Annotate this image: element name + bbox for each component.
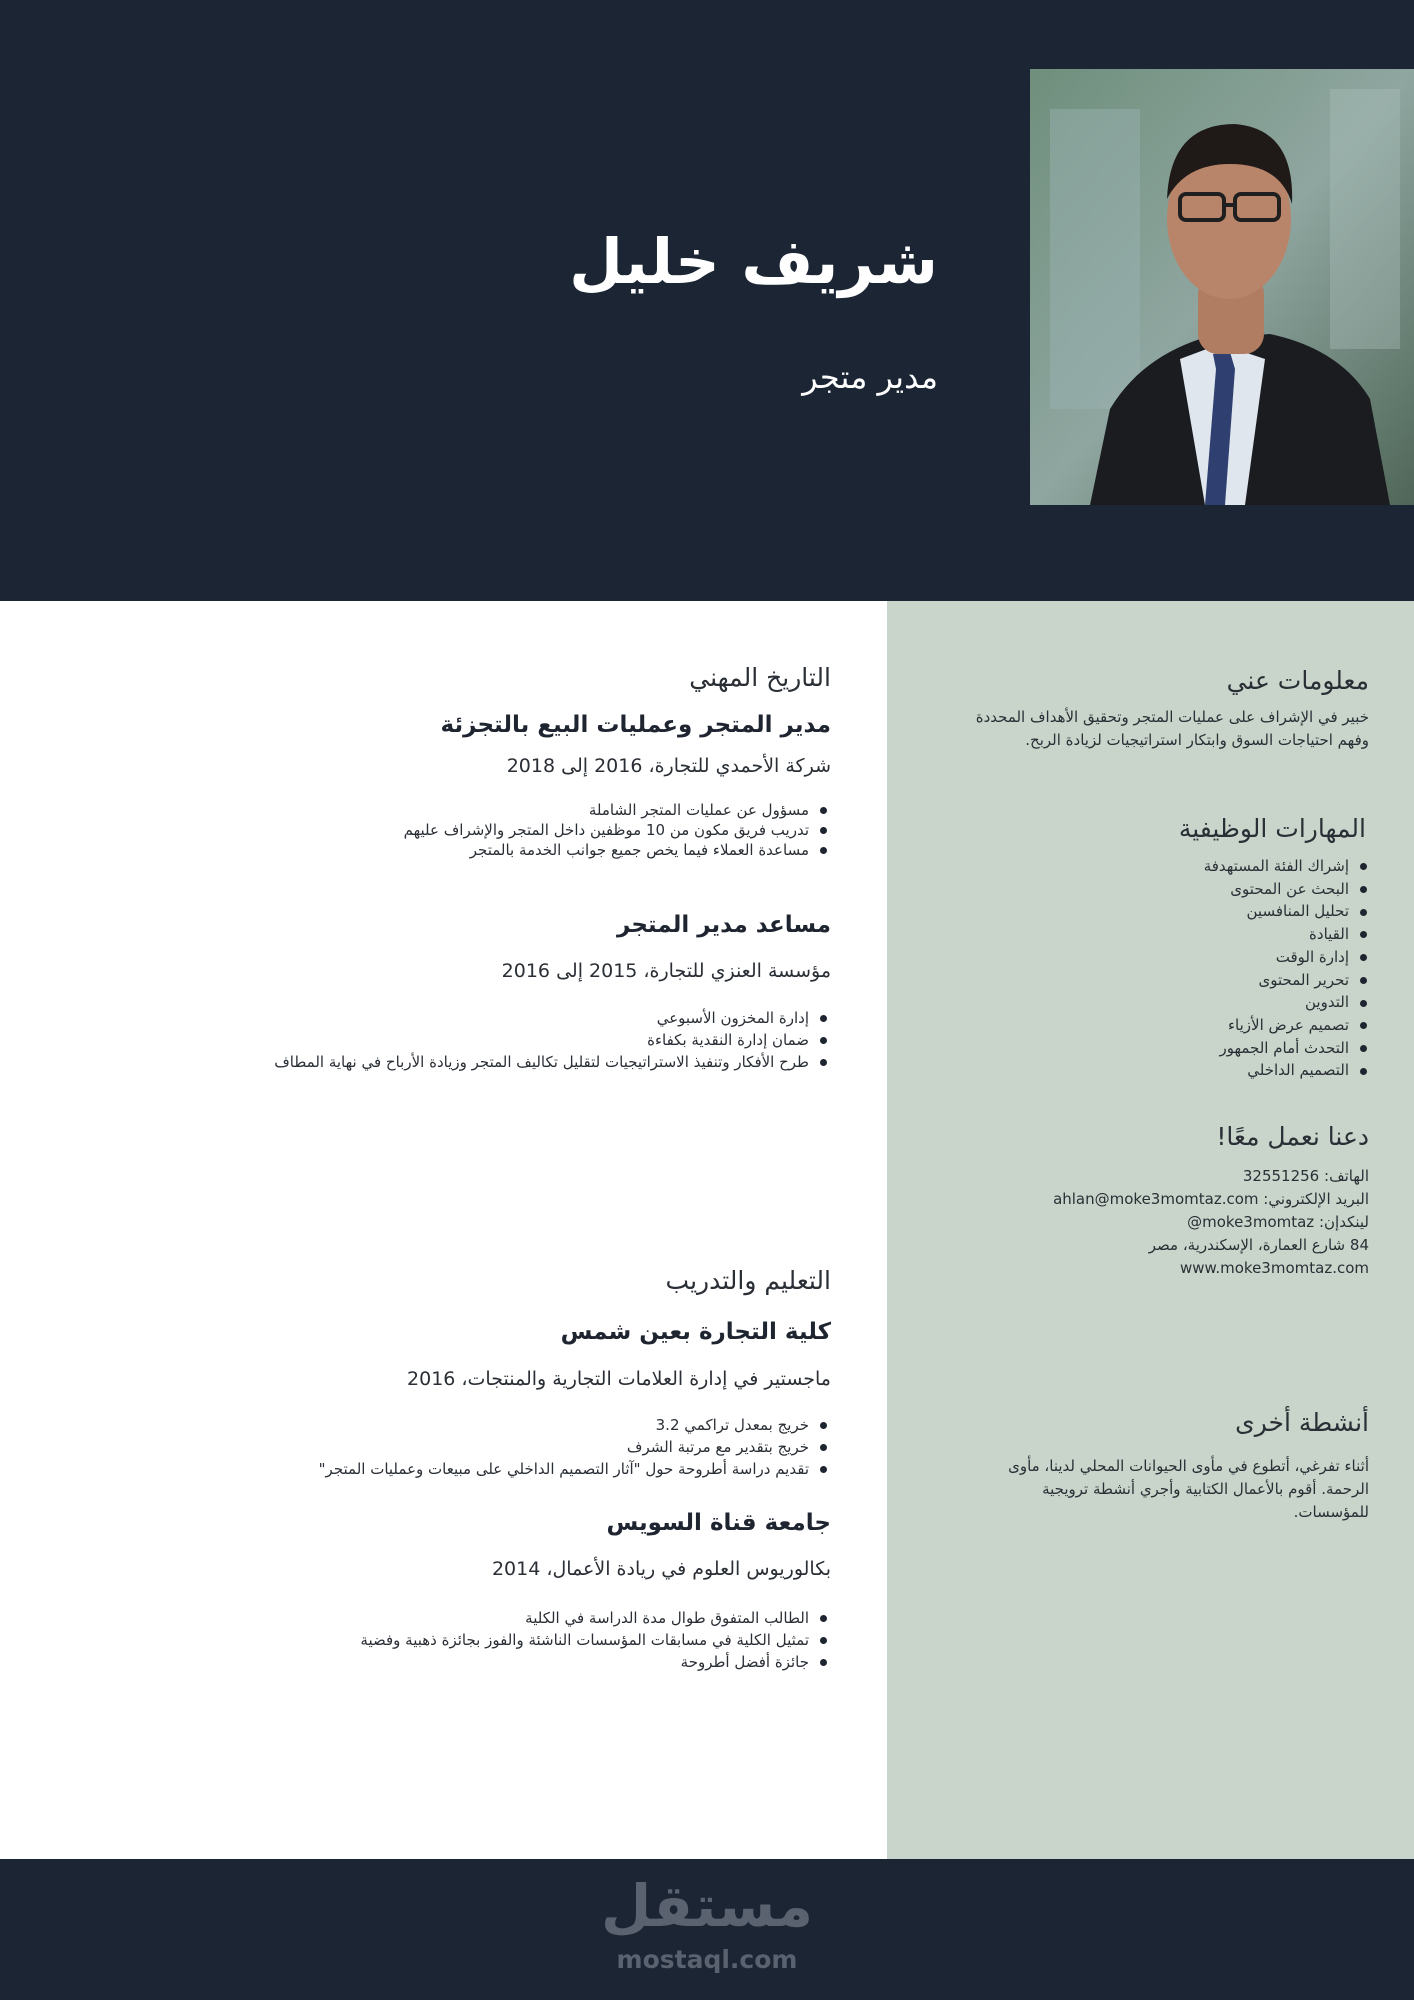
skill-item: البحث عن المحتوى bbox=[1204, 878, 1369, 901]
list-item: خريج بتقدير مع مرتبة الشرف bbox=[319, 1436, 829, 1458]
phone-value: 32551256 bbox=[1242, 1167, 1320, 1185]
school-degree: بكالوريوس العلوم في ريادة الأعمال، 2014 bbox=[491, 1558, 831, 1580]
skill-item: إدارة الوقت bbox=[1204, 946, 1369, 969]
skill-item: القيادة bbox=[1204, 923, 1369, 946]
list-item: تمثيل الكلية في مسابقات المؤسسات الناشئة والفوز بجائزة ذهبية وفضية bbox=[360, 1629, 829, 1651]
list-item: مساعدة العملاء فيما يخص جميع جوانب الخدمة بالمتجر bbox=[404, 840, 829, 860]
list-item: خريج بمعدل تراكمي 3.2 bbox=[319, 1414, 829, 1436]
school-name: جامعة قناة السويس bbox=[606, 1510, 831, 1536]
skill-item: تصميم عرض الأزياء bbox=[1204, 1014, 1369, 1037]
skills-heading: المهارات الوظيفية bbox=[1178, 814, 1366, 843]
list-item: مسؤول عن عمليات المتجر الشاملة bbox=[404, 800, 829, 820]
skill-item: تحليل المنافسين bbox=[1204, 900, 1369, 923]
skills-list bbox=[1204, 855, 1369, 1082]
list-item: جائزة أفضل أطروحة bbox=[360, 1651, 829, 1673]
job-title: مساعد مدير المتجر bbox=[617, 912, 831, 938]
skill-item: إشراك الفئة المستهدفة bbox=[1204, 855, 1369, 878]
linkedin-label: لينكدإن: bbox=[1318, 1213, 1369, 1231]
list-item: إدارة المخزون الأسبوعي bbox=[274, 1007, 829, 1029]
school-name: كلية التجارة بعين شمس bbox=[560, 1319, 831, 1345]
job-duties-list bbox=[404, 800, 829, 860]
list-item: تدريب فريق مكون من 10 موظفين داخل المتجر والإشراف عليهم bbox=[404, 820, 829, 840]
other-activities-heading: أنشطة أخرى bbox=[1235, 1408, 1369, 1437]
phone-label: الهاتف: bbox=[1324, 1167, 1369, 1185]
about-line: خبير في الإشراف على عمليات المتجر وتحقيق الأهداف المحددة bbox=[975, 708, 1369, 726]
school-achievements-list bbox=[360, 1607, 829, 1673]
mostaql-logo-arabic: مستقل bbox=[600, 1872, 814, 1940]
list-item: تقديم دراسة أطروحة حول "آثار التصميم الداخلي على مبيعات وعمليات المتجر" bbox=[319, 1458, 829, 1480]
linkedin-line bbox=[1053, 1211, 1369, 1234]
profile-photo bbox=[1030, 69, 1414, 505]
phone-line bbox=[1053, 1165, 1369, 1188]
email-label: البريد الإلكتروني: bbox=[1263, 1190, 1369, 1208]
skill-item: التدوين bbox=[1204, 991, 1369, 1014]
list-item: الطالب المتفوق طوال مدة الدراسة في الكلية bbox=[360, 1607, 829, 1629]
experience-heading: التاريخ المهني bbox=[689, 663, 831, 692]
skill-item: التصميم الداخلي bbox=[1204, 1059, 1369, 1082]
skill-item: تحرير المحتوى bbox=[1204, 969, 1369, 992]
mostaql-logo-url: mostaql.com bbox=[616, 1945, 798, 1974]
person-name: شريف خليل bbox=[569, 225, 938, 298]
job-title: مدير المتجر وعمليات البيع بالتجزئة bbox=[440, 712, 831, 738]
email-line bbox=[1053, 1188, 1369, 1211]
about-line: وفهم احتياجات السوق وابتكار استراتيجيات لزيادة الربح. bbox=[1025, 731, 1369, 749]
contact-details bbox=[1053, 1165, 1369, 1280]
activities-line: للمؤسسات. bbox=[1293, 1503, 1369, 1521]
school-degree: ماجستير في إدارة العلامات التجارية والمنتجات، 2016 bbox=[407, 1368, 831, 1390]
about-heading: معلومات عني bbox=[1226, 666, 1369, 695]
job-duties-list bbox=[274, 1007, 829, 1073]
school-achievements-list bbox=[319, 1414, 829, 1480]
email-link[interactable]: ahlan@moke3momtaz.com bbox=[1053, 1190, 1259, 1208]
activities-line: الرحمة. أقوم بالأعمال الكتابية وأجري أنشطة ترويجية bbox=[1042, 1480, 1369, 1498]
job-company: شركة الأحمدي للتجارة، 2016 إلى 2018 bbox=[506, 755, 831, 777]
list-item: طرح الأفكار وتنفيذ الاستراتيجيات لتقليل تكاليف المتجر وزيادة الأرباح في نهاية المطاف bbox=[274, 1051, 829, 1073]
profile-photo-image bbox=[1030, 69, 1414, 505]
list-item: ضمان إدارة النقدية بكفاءة bbox=[274, 1029, 829, 1051]
person-job-title: مدير متجر bbox=[802, 358, 938, 396]
about-text bbox=[976, 706, 1369, 752]
skill-item: التحدث أمام الجمهور bbox=[1204, 1037, 1369, 1060]
contact-heading: دعنا نعمل معًا! bbox=[1216, 1122, 1369, 1151]
linkedin-link[interactable]: @moke3momtaz bbox=[1187, 1213, 1315, 1231]
job-company: مؤسسة العنزي للتجارة، 2015 إلى 2016 bbox=[501, 960, 831, 982]
website-link[interactable]: www.moke3momtaz.com bbox=[1179, 1259, 1369, 1277]
other-activities-text bbox=[1008, 1455, 1369, 1524]
education-heading: التعليم والتدريب bbox=[665, 1266, 831, 1295]
activities-line: أثناء تفرغي، أتطوع في مأوى الحيوانات المحلي لدينا، مأوى bbox=[1008, 1457, 1369, 1475]
address-line: 84 شارع العمارة، الإسكندرية، مصر bbox=[1148, 1236, 1369, 1254]
